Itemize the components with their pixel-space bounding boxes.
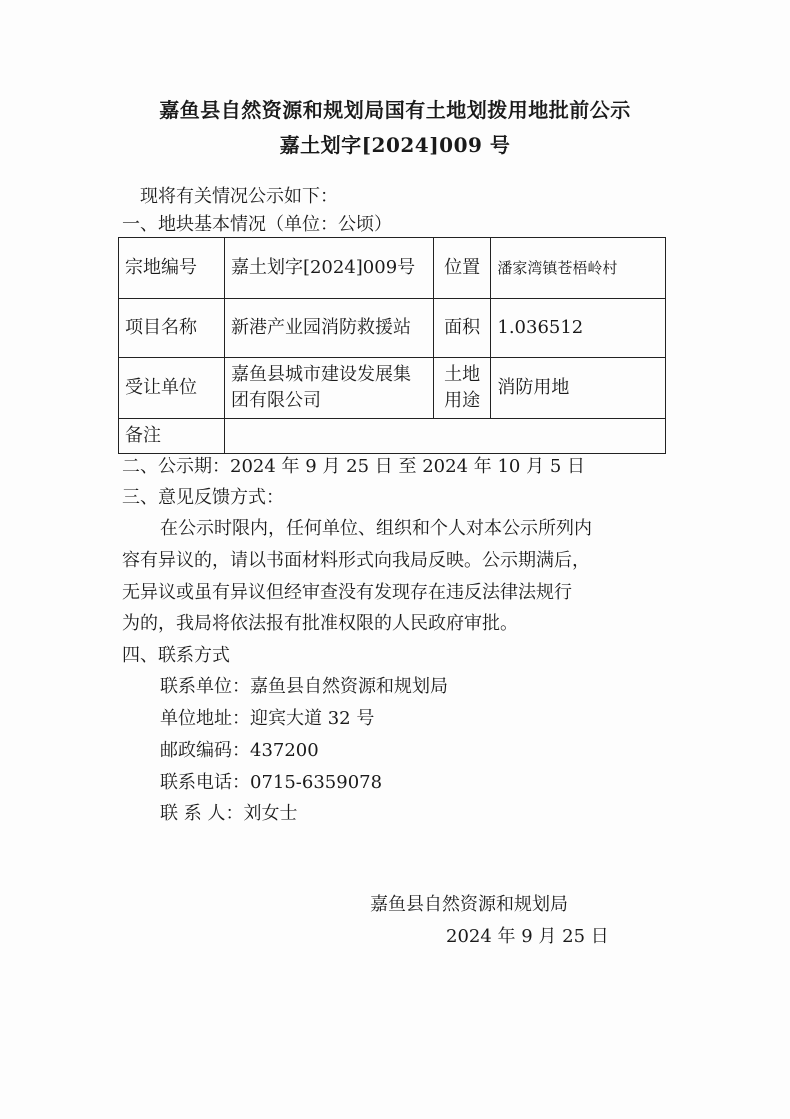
table-label-area: 面积: [433, 299, 491, 358]
contact-address: 单位地址：迎宾大道 32 号: [160, 708, 375, 729]
signature-org: 嘉鱼县自然资源和规划局: [370, 894, 568, 915]
section3-para-line: 为的，我局将依法报有批准权限的人民政府审批。: [122, 613, 518, 634]
table-row: [119, 419, 666, 454]
table-label-remarks: 备注: [119, 419, 225, 454]
section2-period: 二、公示期：2024 年 9 月 25 日 至 2024 年 10 月 5 日: [122, 456, 585, 477]
table-value-area: 1.036512: [491, 299, 666, 358]
table-value-land-use: 消防用地: [491, 358, 666, 419]
section3-para-line: 在公示时限内，任何单位、组织和个人对本公示所列内: [160, 518, 592, 539]
intro-text: 现将有关情况公示如下：: [140, 186, 338, 207]
table-label-land-use: 土地用途: [433, 358, 491, 419]
table-value-location: 潘家湾镇苍梧岭村: [491, 238, 666, 299]
section1-heading: 一、地块基本情况（单位：公顷）: [122, 214, 392, 235]
table-row: [119, 299, 666, 358]
table-value-remarks: [224, 419, 665, 454]
table-label-parcel-no: 宗地编号: [119, 238, 225, 299]
contact-person: 联 系 人：刘女士: [160, 803, 298, 824]
table-label-grantee: 受让单位: [119, 358, 225, 419]
land-info-table: [118, 237, 666, 454]
table-value-project-name: 新港产业园消防救援站: [224, 299, 433, 358]
table-label-location: 位置: [433, 238, 491, 299]
contact-unit: 联系单位：嘉鱼县自然资源和规划局: [160, 676, 448, 697]
contact-phone: 联系电话：0715-6359078: [160, 772, 383, 793]
section3-heading: 三、意见反馈方式：: [122, 487, 284, 508]
section4-heading: 四、联系方式: [122, 645, 230, 666]
contact-postcode: 邮政编码：437200: [160, 740, 319, 761]
table-value-parcel-no: 嘉土划字[2024]009号: [224, 238, 433, 299]
table-label-project-name: 项目名称: [119, 299, 225, 358]
table-row: [119, 238, 666, 299]
section3-para-line: 容有异议的，请以书面材料形式向我局反映。公示期满后，: [122, 550, 590, 571]
section3-para-line: 无异议或虽有异议但经审查没有发现存在违反法律法规行: [122, 582, 572, 603]
document-title: 嘉鱼县自然资源和规划局国有土地划拨用地批前公示: [159, 98, 631, 122]
document-number: 嘉土划字[2024]009 号: [279, 133, 511, 157]
table-row: [119, 358, 666, 419]
signature-date: 2024 年 9 月 25 日: [446, 926, 609, 947]
table-value-grantee: 嘉鱼县城市建设发展集团有限公司: [224, 358, 433, 419]
